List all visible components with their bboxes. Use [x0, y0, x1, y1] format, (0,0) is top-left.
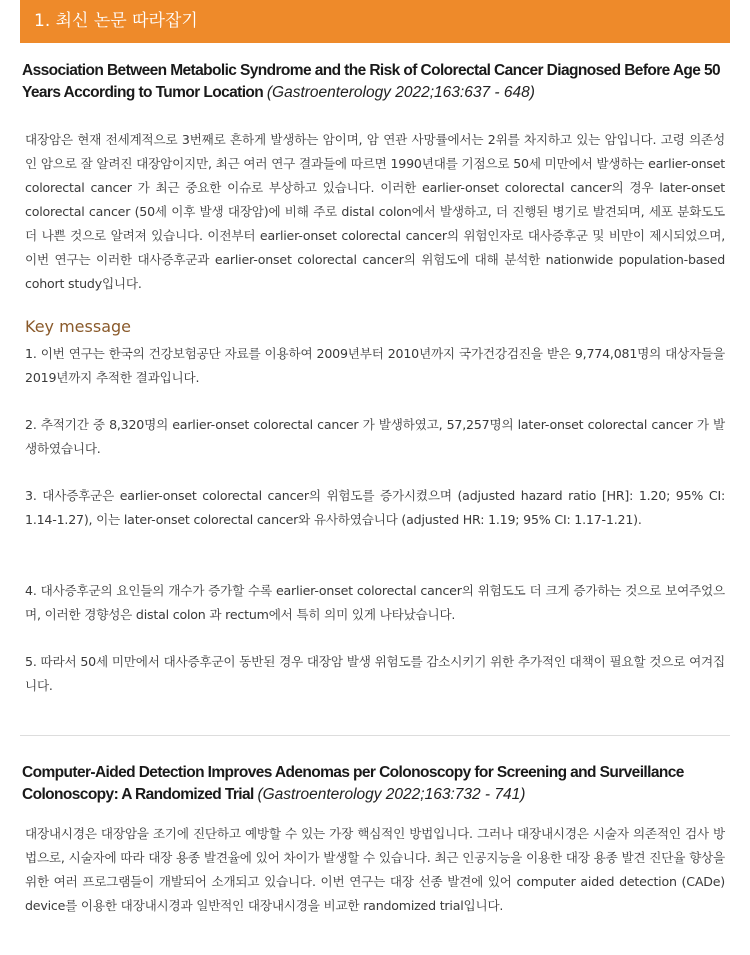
- article-2-title-text: Computer-Aided Detection Improves Adenomas per Colonoscopy for Screening and Surveillance Colonoscopy: A Randomized Trial: [22, 764, 684, 803]
- article-1-title-text: Association Between Metabolic Syndrome and the Risk of Colorectal Cancer Diagnosed Before Age 50 Years According to Tumor Location: [22, 62, 721, 101]
- key-message-item-3: 3. 대사증후군은 earlier-onset colorectal cancer의 위험도를 증가시켰으며 (adjusted hazard ratio [HR]: 1.20; 95% CI: 1.14-1.27), 이는 later-onset colorectal cancer와 유사하였습니다 (adjusted HR: 1.19; 95% CI: 1.17-1.21).: [25, 488, 725, 527]
- article-1-journal: (Gastroenterology 2022;163:637 - 648): [266, 84, 535, 101]
- section-header: [20, 0, 730, 43]
- key-message-heading: Key message: [25, 317, 131, 336]
- key-message-item-2: 2. 추적기간 중 8,320명의 earlier-onset colorectal cancer 가 발생하였고, 57,257명의 later-onset colorectal cancer 가 발생하였습니다.: [25, 417, 725, 456]
- article-2-intro: 대장내시경은 대장암을 조기에 진단하고 예방할 수 있는 가장 핵심적인 방법입니다. 그러나 대장내시경은 시술자 의존적인 검사 방법으로, 시술자에 따라 대장 용종 발견율에 있어 차이가 발생할 수 있습니다. 최근 인공지능을 이용한 대장 용종 발견 진단율 향상을 위한 여러 프로그램들이 개발되어 소개되고 있습니다. 이번 연구는 대장 선종 발견에 있어 computer aided detection (CADe) device를 이용한 대장내시경과 일반적인 대장내시경을 비교한 randomized trial입니다.: [25, 826, 725, 913]
- article-1-intro: 대장암은 현재 전세계적으로 3번째로 흔하게 발생하는 암이며, 암 연관 사망률에서는 2위를 차지하고 있는 암입니다. 고령 의존성인 암으로 잘 알려진 대장암이지만, 최근 여러 연구 결과들에 따르면 1990년대를 기점으로 50세 미만에서 발생하는 earlier-onset colorectal cancer 가 최근 중요한 이슈로 부상하고 있습니다. 이러한 earlier-onset colorectal cancer의 경우 later-onset colorectal cancer (50세 이후 발생 대장암)에 비해 주로 distal colon에서 발생하고, 더 진행된 병기로 발견되며, 세포 분화도도 더 나쁜 것으로 알려져 있습니다. 이전부터 earlier-onset colorectal cancer의 위험인자로 대사증후군 및 비만이 제시되었으며, 이번 연구는 이러한 대사증후군과 earlier-onset colorectal cancer의 위험도에 대해 분석한 nationwide population-based cohort study입니다.: [25, 132, 725, 291]
- article-1-title: [22, 60, 734, 104]
- article-2-title: [22, 762, 734, 806]
- key-message-item-1: 1. 이번 연구는 한국의 건강보험공단 자료를 이용하여 2009년부터 2010년까지 국가건강검진을 받은 9,774,081명의 대상자들을 2019년까지 추적한 결과입니다.: [25, 346, 725, 385]
- article-2-journal: (Gastroenterology 2022;163:732 - 741): [257, 786, 526, 803]
- article-divider: [20, 735, 730, 736]
- key-message-item-5: 5. 따라서 50세 미만에서 대사증후군이 동반된 경우 대장암 발생 위험도를 감소시키기 위한 추가적인 대책이 필요할 것으로 여겨집니다.: [25, 654, 725, 693]
- key-message-item-4: 4. 대사증후군의 요인들의 개수가 증가할 수록 earlier-onset colorectal cancer의 위험도도 더 크게 증가하는 것으로 보여주었으며, 이러한 경향성은 distal colon 과 rectum에서 특히 의미 있게 나타났습니다.: [25, 583, 725, 622]
- section-title: 1. 최신 논문 따라잡기: [34, 11, 198, 31]
